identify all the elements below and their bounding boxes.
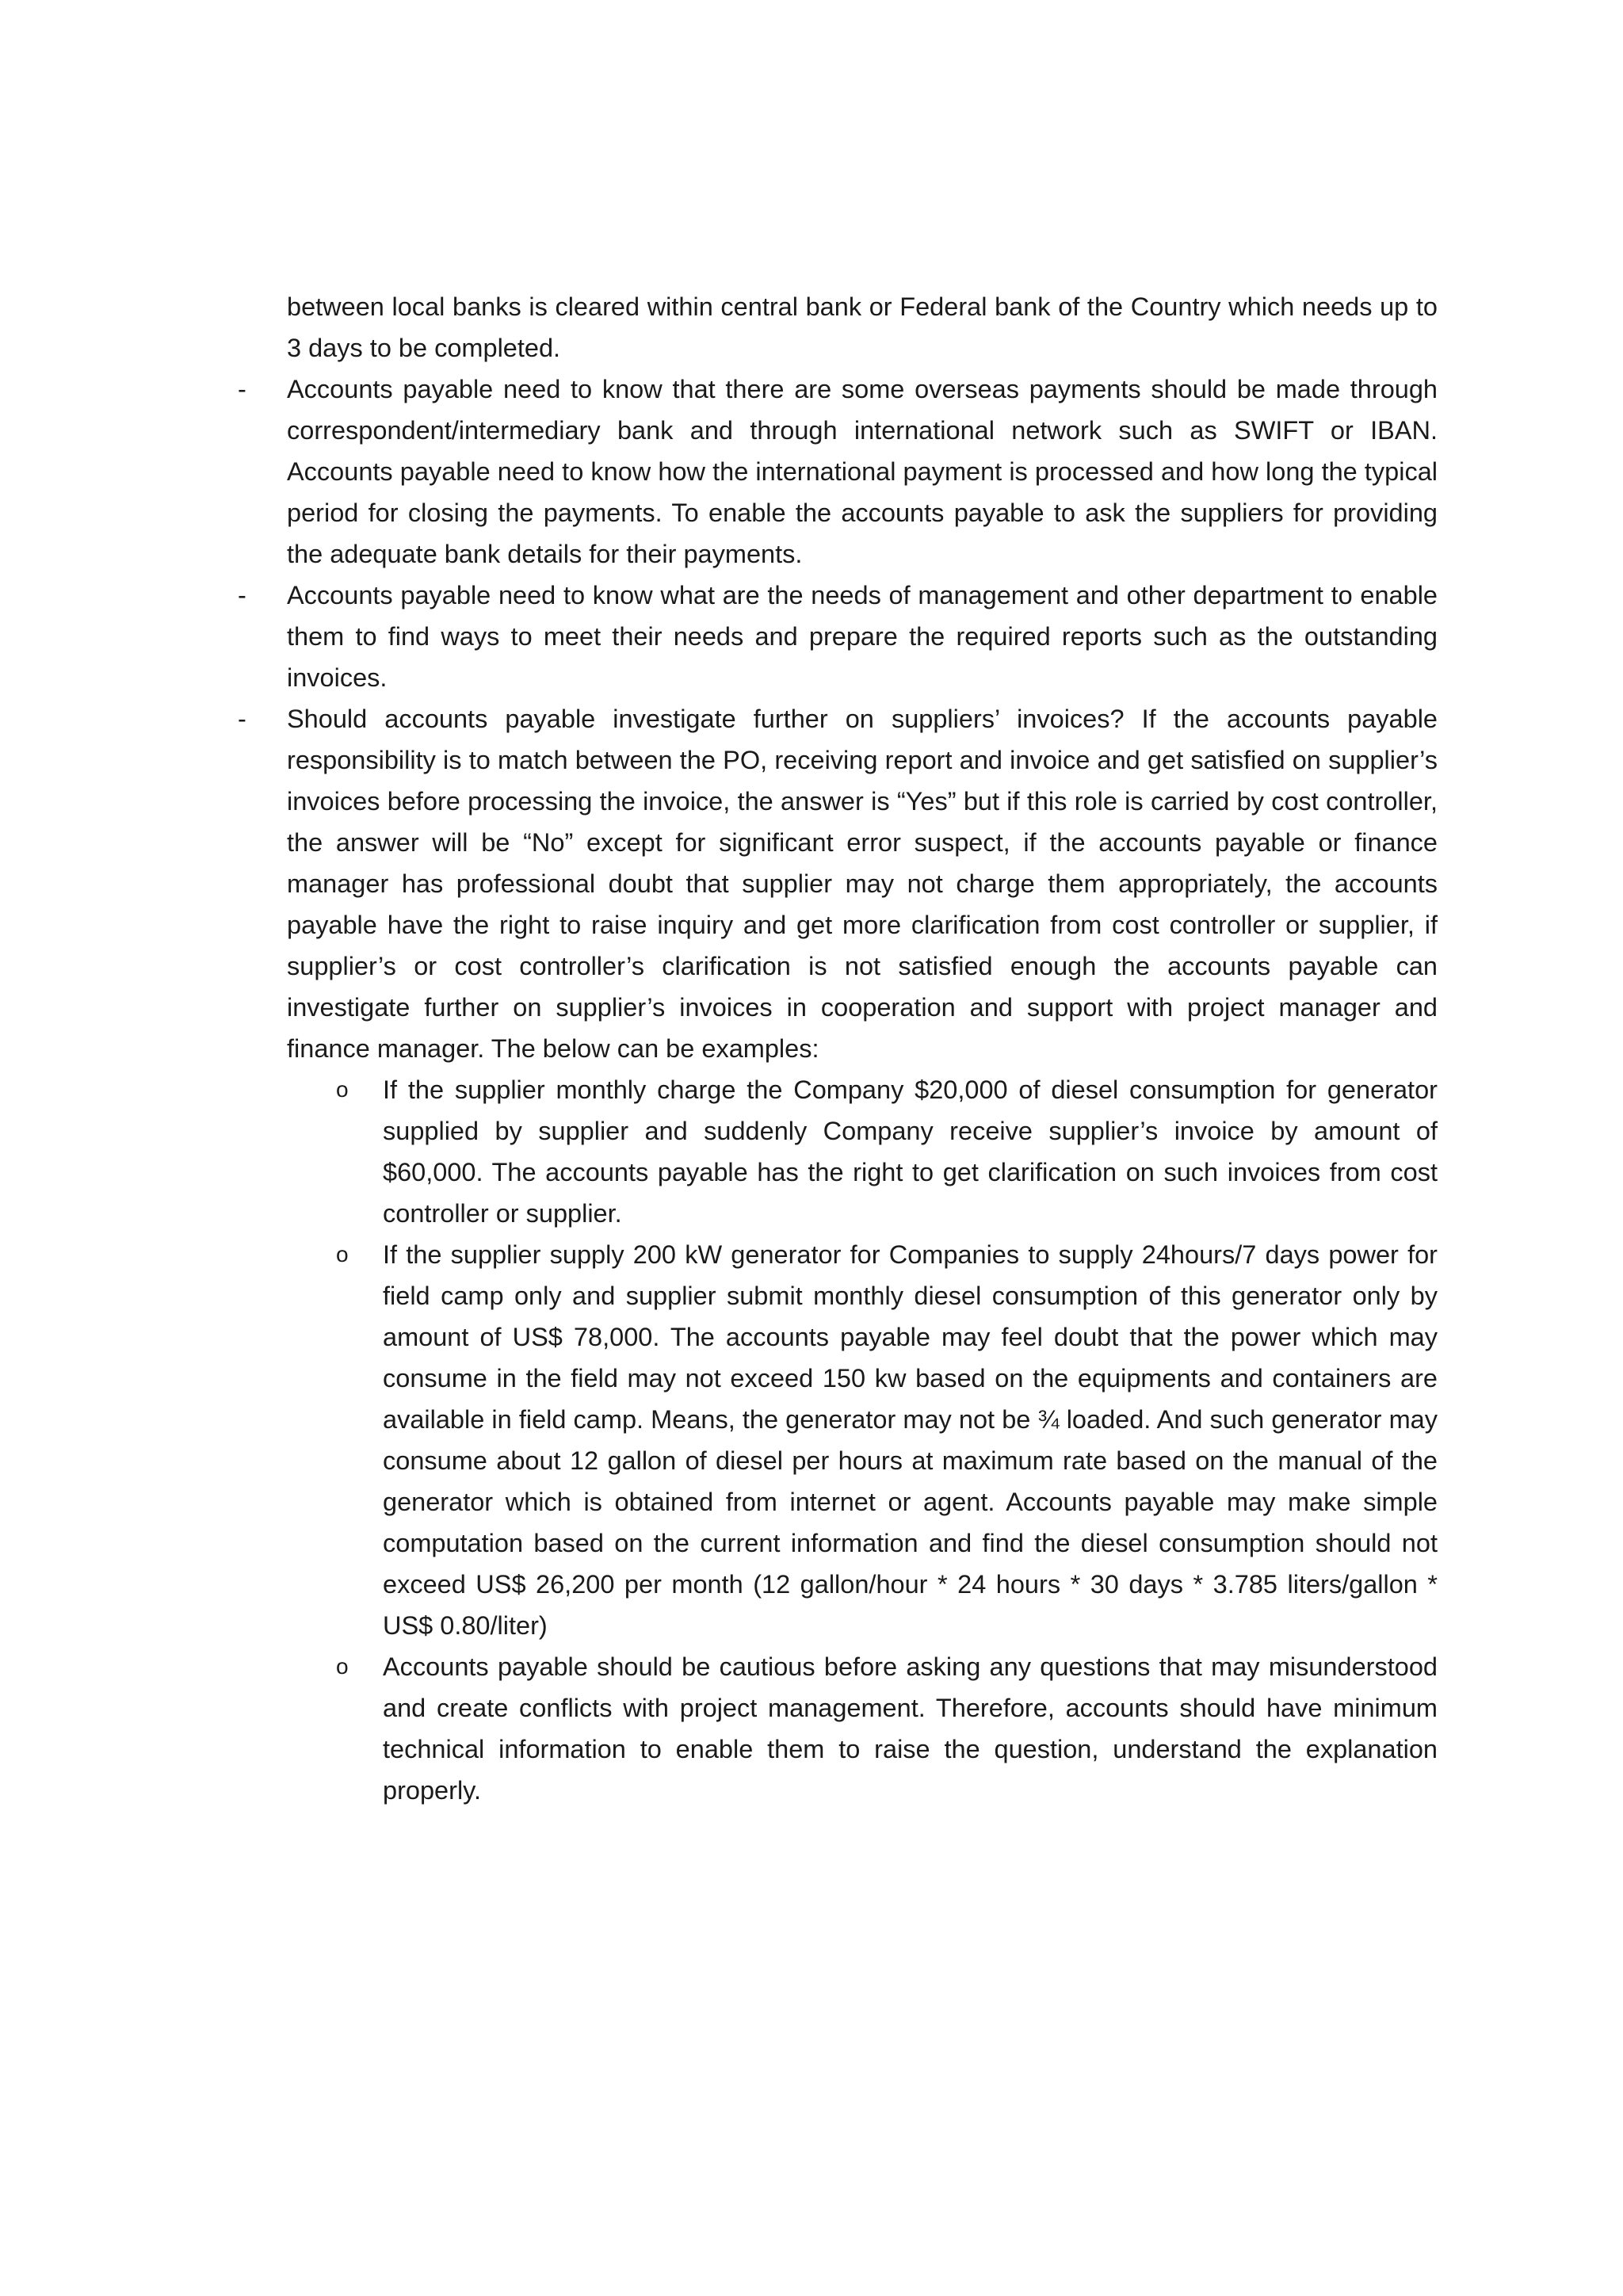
list-item-text: Should accounts payable investigate further on suppliers’ invoices? If the accounts payable responsibility is to match between the PO, receiving report and invoice and get satisfied on supplier’s invoices before processing the invoice, the answer is “Yes” but if this role is carried by cost controller, the answer will be “No” except for significant error suspect, if the accounts payable or finance manager has professional doubt that supplier may not charge them appropriately, the accounts payable have the right to raise inquiry and get more clarification from cost controller or supplier, if supplier’s or cost controller’s clarification is not satisfied enough the accounts payable can investigate further on supplier’s invoices in cooperation and support with project manager and finance manager. The below can be examples: bbox=[287, 705, 1438, 1063]
sub-list-item-text: If the supplier supply 200 kW generator for Companies to supply 24hours/7 days power for field camp only and supplier submit monthly diesel consumption of this generator only by amount of US$ 78,000. The accounts payable may feel doubt that the power which may consume in the field may not exceed 150 kw based on the equipments and containers are available in field camp. Means, the generator may not be ¾ loaded. And such generator may consume about 12 gallon of diesel per hours at maximum rate based on the manual of the generator which is obtained from internet or agent. Accounts payable may make simple computation based on the current information and find the diesel consumption should not exceed US$ 26,200 per month (12 gallon/hour * 24 hours * 30 days * 3.785 liters/gallon * US$ 0.80/liter) bbox=[383, 1240, 1438, 1640]
sub-bullet-list bbox=[287, 1069, 1438, 1811]
list-item-text: Accounts payable need to know what are the needs of management and other department to enable them to find ways to meet their needs and prepare the required reports such as the outstanding invoices. bbox=[287, 581, 1438, 692]
sub-list-item-text: If the supplier monthly charge the Company $20,000 of diesel consumption for generator supplied by supplier and suddenly Company receive supplier’s invoice by amount of $60,000. The accounts payable has the right to get clarification on such invoices from cost controller or supplier. bbox=[383, 1075, 1438, 1228]
continuation-paragraph: between local banks is cleared within central bank or Federal bank of the Country which needs up to 3 days to be completed. bbox=[287, 292, 1438, 362]
circle-bullet-marker: o bbox=[336, 1242, 349, 1266]
list-item bbox=[238, 575, 1438, 698]
dash-bullet-list bbox=[238, 369, 1438, 1811]
dash-bullet-marker: - bbox=[238, 375, 246, 403]
list-item bbox=[238, 698, 1438, 1811]
sub-list-item bbox=[336, 1646, 1438, 1811]
dash-bullet-marker: - bbox=[238, 581, 246, 609]
circle-bullet-marker: o bbox=[336, 1654, 349, 1679]
circle-bullet-marker: o bbox=[336, 1077, 349, 1102]
sub-list-item-text: Accounts payable should be cautious before asking any questions that may misunderstood and create conflicts with project management. Therefore, accounts should have minimum technical information to enable them to raise the question, understand the explanation properly. bbox=[383, 1652, 1438, 1805]
sub-list-item bbox=[336, 1234, 1438, 1646]
list-item bbox=[238, 369, 1438, 575]
list-item-text: Accounts payable need to know that there are some overseas payments should be made through correspondent/intermediary bank and through international network such as SWIFT or IBAN. Accounts payable need to know how the international payment is processed and how long the typical period for closing the payments. To enable the accounts payable to ask the suppliers for providing the adequate bank details for their payments. bbox=[287, 375, 1438, 568]
page-body bbox=[238, 286, 1438, 1811]
sub-list-item bbox=[336, 1069, 1438, 1234]
dash-bullet-marker: - bbox=[238, 705, 246, 733]
